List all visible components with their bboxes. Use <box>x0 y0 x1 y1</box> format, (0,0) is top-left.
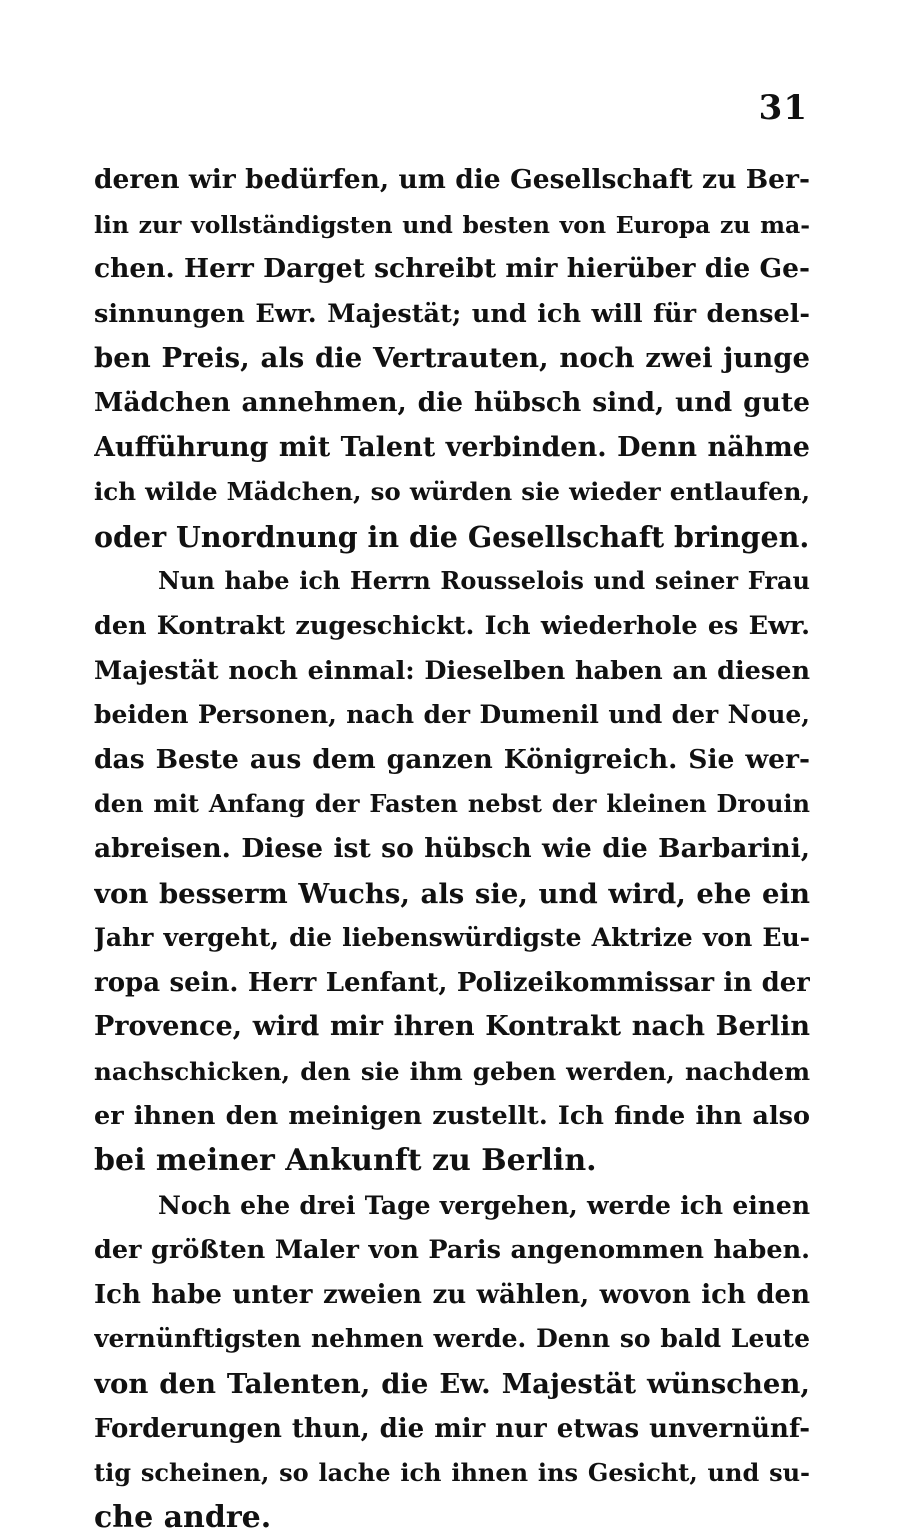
text-line: tig scheinen, so lache ich ihnen ins Gesicht, und su- <box>94 1458 810 1488</box>
text-line: nachschicken, den sie ihm geben werden, nachdem <box>94 1056 810 1086</box>
text-line: den Kontrakt zugeschickt. Ich wiederhole es Ewr. <box>94 610 810 641</box>
text-line: vernünftigsten nehmen werde. Denn so bald Leute <box>94 1324 810 1354</box>
text-line: Provence, wird mir ihren Kontrakt nach Berlin <box>94 1011 810 1043</box>
body-text <box>94 158 810 1540</box>
text-line: Jahr vergeht, die liebenswürdigste Aktrize von Eu- <box>94 923 810 953</box>
text-line: Aufführung mit Talent verbinden. Denn nähme <box>94 431 810 463</box>
text-line: Ich habe unter zweien zu wählen, wovon ich den <box>94 1279 810 1310</box>
text-line: Majestät noch einmal: Dieselben haben an diesen <box>94 655 810 686</box>
text-line: oder Unordnung in die Gesellschaft bringen. <box>94 519 810 554</box>
text-line: Forderungen thun, die mir nur etwas unvernünf- <box>94 1413 810 1444</box>
text-line: bei meiner Ankunft zu Berlin. <box>94 1143 597 1179</box>
text-line: lin zur vollständigsten und besten von Europa zu ma- <box>94 210 810 239</box>
paragraph-1 <box>94 158 810 559</box>
text-line: Nun habe ich Herrn Rousselois und seiner Frau <box>158 566 810 596</box>
text-line: Mädchen annehmen, die hübsch sind, und gute <box>94 386 810 418</box>
text-line: er ihnen den meinigen zustellt. Ich finde ihn also <box>94 1101 810 1132</box>
text-line: beiden Personen, nach der Dumenil und der Noue, <box>94 700 810 730</box>
text-line: Noch ehe drei Tage vergehen, werde ich einen <box>158 1190 810 1220</box>
text-line: ben Preis, als die Vertrauten, noch zwei junge <box>94 342 810 375</box>
text-line: der größten Maler von Paris angenommen haben. <box>94 1235 810 1266</box>
text-line: ropa sein. Herr Lenfant, Polizeikommissar in der <box>94 967 810 998</box>
page-number: 31 <box>758 88 808 128</box>
text-line: ich wilde Mädchen, so würden sie wieder entlaufen, <box>94 477 810 507</box>
text-line: von den Talenten, die Ew. Majestät wünschen, <box>94 1368 810 1401</box>
text-line: deren wir bedürfen, um die Gesellschaft zu Ber- <box>94 164 810 195</box>
paragraph-2 <box>94 559 810 1183</box>
paragraph-3 <box>94 1184 810 1540</box>
text-line: das Beste aus dem ganzen Königreich. Sie wer- <box>94 743 810 775</box>
text-line: abreisen. Diese ist so hübsch wie die Barbarini, <box>94 832 810 864</box>
text-line: che andre. <box>94 1499 272 1535</box>
text-line: sinnungen Ewr. Majestät; und ich will für densel- <box>94 298 810 329</box>
text-line: chen. Herr Darget schreibt mir hierüber die Ge- <box>94 253 810 285</box>
text-line: den mit Anfang der Fasten nebst der kleinen Drouin <box>94 789 810 819</box>
text-line: von besserm Wuchs, als sie, und wird, ehe ein <box>94 877 810 910</box>
